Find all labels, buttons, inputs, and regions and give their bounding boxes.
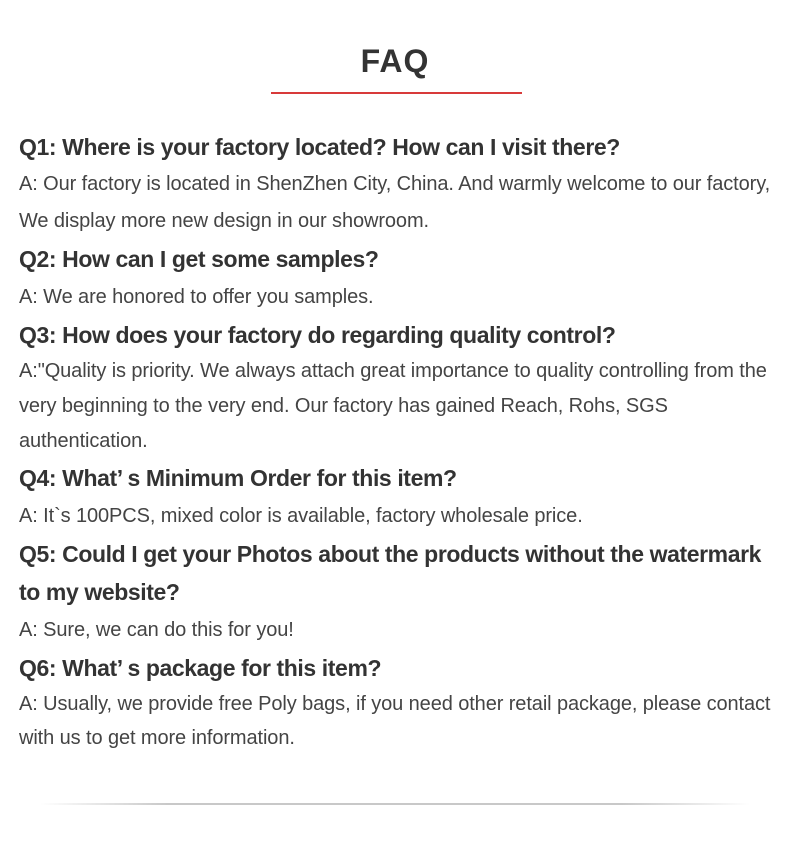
faq-answer: A: We are honored to offer you samples. <box>19 286 374 308</box>
page-title: FAQ <box>360 43 430 79</box>
faq-item-5 <box>19 535 775 649</box>
faq-item-2 <box>19 240 775 316</box>
faq-header <box>0 40 790 82</box>
title-underline <box>271 92 522 94</box>
faq-question: Q5: Could I get your Photos about the products without the watermark to my website? <box>19 541 762 605</box>
faq-item-4 <box>19 459 775 535</box>
bottom-divider <box>40 803 750 805</box>
faq-question: Q2: How can I get some samples? <box>19 246 379 272</box>
faq-answer: A:"Quality is priority. We always attach great importance to quality controlling from the very beginning to the very end. Our factory has gained Reach, Rohs, SGS authentication. <box>19 360 767 452</box>
faq-list <box>19 128 775 755</box>
faq-answer: A: Sure, we can do this for you! <box>19 619 294 641</box>
faq-answer: A: Usually, we provide free Poly bags, if you need other retail package, please contact with us to get more information. <box>19 693 771 749</box>
faq-item-6 <box>19 649 775 755</box>
faq-question: Q6: What’ s package for this item? <box>19 655 382 681</box>
faq-question: Q4: What’ s Minimum Order for this item? <box>19 465 457 491</box>
faq-question: Q1: Where is your factory located? How can I visit there? <box>19 134 620 160</box>
faq-item-3 <box>19 316 775 459</box>
faq-item-1 <box>19 128 775 240</box>
faq-answer: A: Our factory is located in ShenZhen City, China. And warmly welcome to our factory, We display more new design in our showroom. <box>19 173 771 232</box>
faq-answer: A: It`s 100PCS, mixed color is available, factory wholesale price. <box>19 505 583 527</box>
faq-question: Q3: How does your factory do regarding quality control? <box>19 322 616 348</box>
